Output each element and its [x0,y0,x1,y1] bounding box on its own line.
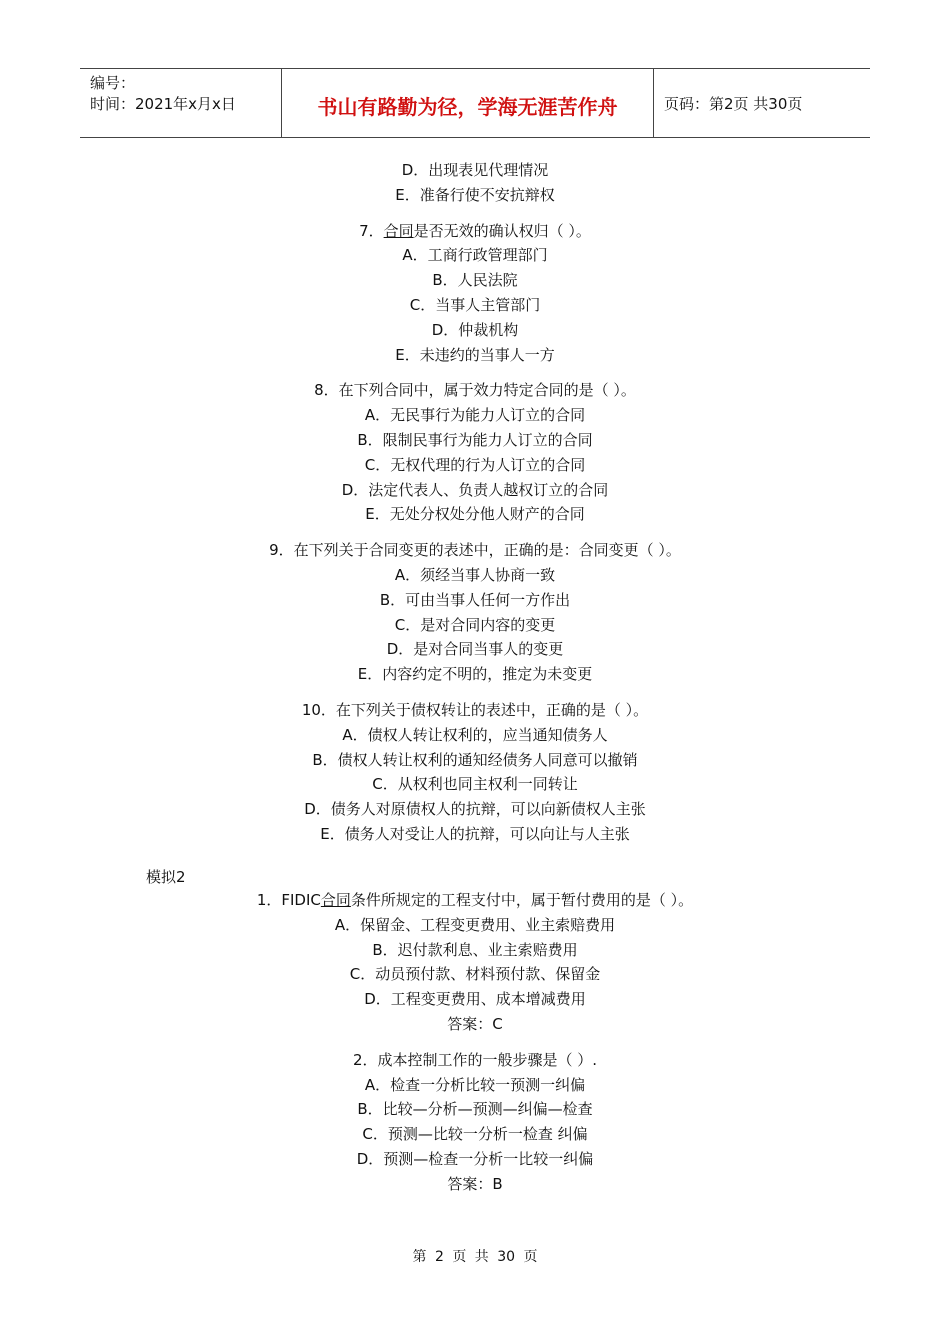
option-line: D．预测—检查一分析一比较一纠偏 [356,1149,594,1168]
option-line: E．无处分权处分他人财产的合同 [365,505,585,524]
option-line: B．限制民事行为能力人订立的合同 [357,430,593,449]
option-line: D．是对合同当事人的变更 [386,640,564,659]
sim-question-2 [0,1048,950,1197]
sim-question-1 [0,888,950,1037]
option-line: B．比较—分析—预测—纠偏—检查 [357,1100,593,1119]
question-9 [0,538,950,687]
question-stem: 7．合同是否无效的确认权归（ ）。 [359,221,591,240]
option-line: C．动员预付款、材料预付款、保留金 [349,965,601,984]
header-page-code: 页码：第2页 共30页 [664,94,803,113]
option-line: C．当事人主管部门 [409,295,541,314]
option-line: E．内容约定不明的，推定为未变更 [357,665,593,684]
contract-link[interactable]: 合同 [320,891,351,909]
total-pages: 30 [497,1249,516,1265]
option-line: C．预测—比较一分析一检查 纠偏 [362,1125,588,1144]
option-line: D．法定代表人、负责人越权订立的合同 [341,480,609,499]
option-line: C．无权代理的行为人订立的合同 [364,455,586,474]
option-line: A．无民事行为能力人订立的合同 [364,406,586,425]
option-line: B．迟付款利息、业主索赔费用 [372,940,578,959]
page-header [80,68,870,138]
option-line: D．出现表见代理情况 [401,161,549,179]
option-line: C．是对合同内容的变更 [394,615,556,634]
option-line: A．工商行政管理部门 [402,246,548,265]
option-line: A．须经当事人协商一致 [394,565,556,584]
question-stem: 1．FIDIC合同条件所规定的工程支付中，属于暂付费用的是（ ）。 [256,891,694,909]
option-line: A．检查一分析比较一预测一纠偏 [364,1075,586,1094]
section-body [0,888,950,1197]
question-7 [0,219,950,368]
question-stem: 8．在下列合同中，属于效力特定合同的是（ ）。 [314,381,636,400]
doc-number-label: 编号： [90,74,136,92]
option-line: A．债权人转让权利的，应当通知债务人 [342,725,608,744]
section-title: 模拟2 [146,868,186,886]
option-line: B．人民法院 [432,271,518,290]
option-line: E．债务人对受让人的抗辩，可以向让与人主张 [320,824,630,843]
contract-link[interactable]: 合同 [383,221,414,240]
option-line: E．未违约的当事人一方 [395,345,555,364]
question-8 [0,378,950,527]
option-line: E．准备行使不安抗辩权 [395,185,555,204]
current-page: 2 [434,1249,444,1265]
option-line: B．可由当事人任何一方作出 [379,590,571,609]
page-footer: 第 2 页 共 30 页 [412,1249,538,1265]
option-line: D．工程变更费用、成本增减费用 [364,990,586,1009]
header-motto: 书山有路勤为径，学海无涯苦作舟 [282,69,654,137]
option-line: D．债务人对原债权人的抗辩，可以向新债权人主张 [304,800,646,819]
header-meta [80,69,282,137]
question-stem: 10．在下列关于债权转让的表述中，正确的是（ ）。 [301,700,649,719]
question-10 [0,698,950,847]
question-stem: 2．成本控制工作的一般步骤是（ ）. [352,1050,598,1069]
answer-line: 答案：B [447,1174,503,1193]
doc-time-label: 时间：2021年x月x日 [90,95,236,113]
option-line: B．债权人转让权利的通知经债务人同意可以撤销 [312,750,638,769]
option-line: D．仲裁机构 [431,320,519,339]
option-line: C．从权利也同主权利一同转让 [372,775,578,794]
answer-line: 答案：C [447,1014,503,1033]
question-stem: 9．在下列关于合同变更的表述中，正确的是：合同变更（ ）。 [269,541,681,560]
question-6-tail [0,158,950,208]
document-body [0,158,950,847]
option-line: A．保留金、工程变更费用、业主索赔费用 [334,915,616,934]
